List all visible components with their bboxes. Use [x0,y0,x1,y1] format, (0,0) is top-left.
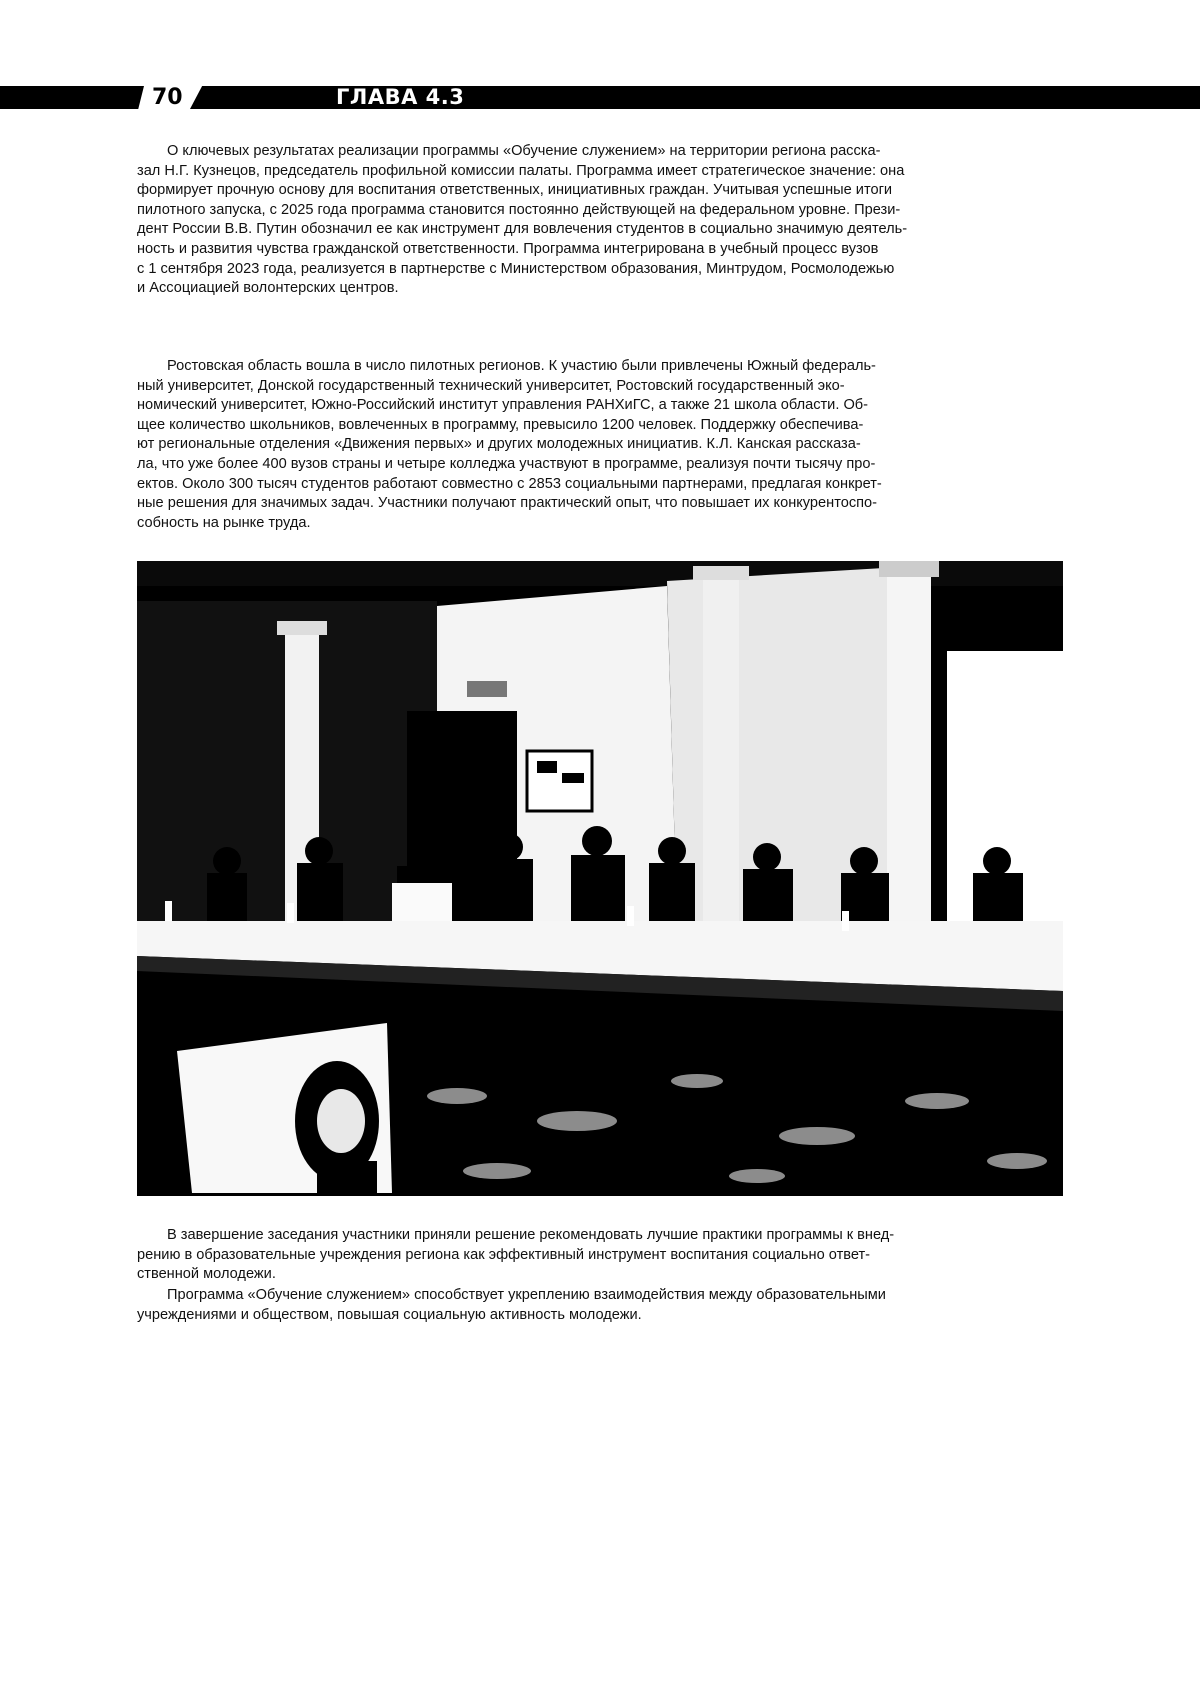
text-line: номический университет, Южно-Российский институт управления РАНХиГС, а также 21 школа области. Об- [137,397,869,414]
meeting-photo [137,561,1063,1196]
text-line: ность и развития чувства гражданской ответственности. Программа интегрирована в учебный процесс вузов [137,240,879,257]
text-line: ла, что уже более 400 вузов страны и четыре колледжа участвуют в программе, реализуя почти тысячу про- [137,455,876,472]
text-line: ют региональные отделения «Движения первых» и других молодежных инициатив. К.Л. Канская рассказа- [137,436,861,453]
header-bar-left [0,86,144,109]
text-line: и Ассоциацией волонтерских центров. [137,280,399,297]
chapter-header-band [0,86,1200,109]
paragraph-rostov-pilot [137,357,1062,533]
text-line: ный университет, Донской государственный технический университет, Ростовский государственный эко- [137,377,845,394]
text-line: Программа «Обучение служением» способствует укреплению взаимодействия между образовательными [167,1287,886,1303]
text-line: щее количество школьников, вовлеченных в программу, превысило 1200 человек. Поддержку обеспечива- [137,416,864,433]
chapter-title: ГЛАВА 4.3 [336,85,465,109]
text-line: зал Н.Г. Кузнецов, председатель профильной комиссии палаты. Программа имеет стратегическое значение: она [137,162,905,179]
text-line: ектов. Около 300 тысяч студентов работают совместно с 2853 социальными партнерами, предлагая конкрет- [137,475,882,492]
text-line: формирует прочную основу для воспитания ответственных, инициативных граждан. Учитывая успешные итоги [137,182,893,199]
text-line: О ключевых результатах реализации программы «Обучение служением» на территории региона расска- [167,143,881,159]
meeting-photo-illustration [137,561,1063,1196]
text-line: собность на рынке труда. [137,514,311,531]
text-line: ные решения для значимых задач. Участники получают практический опыт, что повышает их конкурентоспо- [137,495,878,512]
text-line: дент России В.В. Путин обозначил ее как инструмент для вовлечения студентов в социально значимую деятель- [137,221,908,238]
text-line: В завершение заседания участники приняли решение рекомендовать лучшие практики программы к внед- [167,1227,895,1243]
paragraph-kuznetsov-report [137,142,1062,299]
page-number: 70 [152,85,183,110]
text-line: пилотного запуска, с 2025 года программа становится постоянно действующей на федеральном уровне. Прези- [137,201,901,218]
text-line: учреждениями и обществом, повышая социальную активность молодежи. [137,1306,642,1323]
text-line: Ростовская область вошла в число пилотных регионов. К участию были привлечены Южный федераль- [167,358,876,374]
paragraph-program-summary [137,1286,1062,1325]
text-line: рению в образовательные учреждения региона как эффективный инструмент воспитания социально ответ- [137,1246,871,1263]
text-line: с 1 сентября 2023 года, реализуется в партнерстве с Министерством образования, Минтрудом, Росмолодежью [137,260,895,277]
paragraph-meeting-decision [137,1226,1062,1285]
text-line: ственной молодежи. [137,1266,276,1283]
